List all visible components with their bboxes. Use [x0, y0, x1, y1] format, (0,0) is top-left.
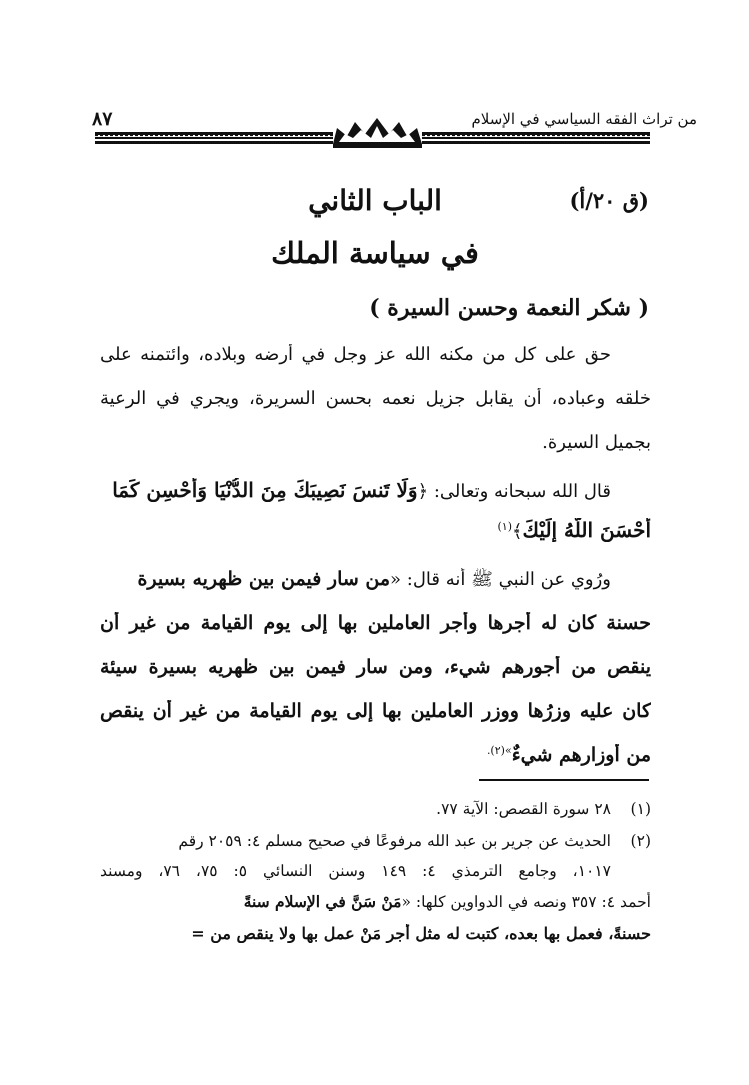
- paragraph-3-line-3: ينقص من أجورهم شيء، ومن سار فيمن بين ظهريه بسيرة سيئة: [100, 656, 651, 678]
- chapter-subtitle: في سياسة الملك: [271, 236, 479, 270]
- quran-verse-continued: أَحْسَنَ اللَّهُ إِلَيْكَ: [522, 518, 651, 542]
- hadith-text-end: من أوزارهم شيءٌ: [511, 744, 651, 766]
- paragraph-3-line-4: كان عليه وزرُها ووزر العاملين بها إلى يوم القيامة من غير أن ينقص: [100, 700, 651, 722]
- footnote-1: [100, 800, 651, 818]
- paragraph-1-line-3: بجميل السيرة.: [542, 432, 651, 453]
- paragraph-1-line-1: حق على كل من مكنه الله عز وجل في أرضه وبلاده، وائتمنه على: [100, 344, 611, 365]
- footnote-1-text: ٢٨ سورة القصص: الآية ٧٧.: [436, 800, 611, 818]
- manuscript-reference: (ق ٢٠/أ): [569, 188, 649, 213]
- footnote-2-number: (٢): [630, 832, 651, 850]
- footnote-ref-2: »(٢).: [486, 744, 512, 757]
- paragraph-1-line-2: خلقه وعباده، أن يقابل جزيل نعمه بحسن السريرة، ويجري في الرعية: [100, 388, 651, 409]
- hadith-text: من سار فيمن بين ظهريه بسيرة: [137, 568, 391, 590]
- footnote-ref-1: (١): [497, 520, 512, 533]
- footnote-1-number: (١): [630, 800, 651, 818]
- paragraph-3-line-2: حسنة كان له أجرها وأجر العاملين بها إلى يوم القيامة من غير أن: [100, 612, 651, 634]
- paragraph-2-line-1: [100, 478, 651, 502]
- footnote-separator: [479, 779, 649, 781]
- hadith-intro: ورُوي عن النبي ﷺ أنه قال: «: [390, 569, 611, 590]
- footnote-2-line-2: ١٠١٧، وجامع الترمذي ٤: ١٤٩ وسنن النسائي ٥: ٧٥، ٧٦، ومسند: [100, 862, 611, 880]
- footnote-2-line-3-text: أحمد ٤: ٣٥٧ ونصه في الدواوين كلها: «: [401, 893, 651, 911]
- quran-verse: وَلَا تَنسَ نَصِيبَكَ مِنَ الدُّنْيَا وَأَحْسِن كَمَا: [112, 478, 418, 502]
- paragraph-3-line-1: [100, 568, 651, 594]
- paragraph-3-line-5: [100, 744, 651, 766]
- verse-intro: قال الله سبحانه وتعالى: ﴿: [417, 481, 611, 502]
- header-ornament: [95, 118, 650, 152]
- footnote-2-line-4: حسنةً، فعمل بها بعده، كتبت له مثل أجر مَنْ عمل بها ولا ينقص من =: [191, 924, 651, 943]
- section-title: ( شكر النعمة وحسن السيرة ): [369, 295, 649, 321]
- paragraph-2-line-2: [100, 518, 651, 542]
- footnote-2-text: الحديث عن جرير بن عبد الله مرفوعًا في صحيح مسلم ٤: ٢٠٥٩ رقم: [178, 832, 611, 850]
- verse-close: ﴾: [512, 521, 523, 542]
- footnote-2-quote: مَنْ سَنَّ في الإسلام سنةً: [243, 892, 402, 911]
- page-number: ٨٧: [92, 108, 113, 130]
- footnote-2-line-3: [100, 892, 651, 911]
- footnote-2-line-1: [100, 832, 651, 850]
- running-title: من تراث الفقه السياسي في الإسلام: [471, 110, 697, 128]
- chapter-title: الباب الثاني: [308, 184, 442, 217]
